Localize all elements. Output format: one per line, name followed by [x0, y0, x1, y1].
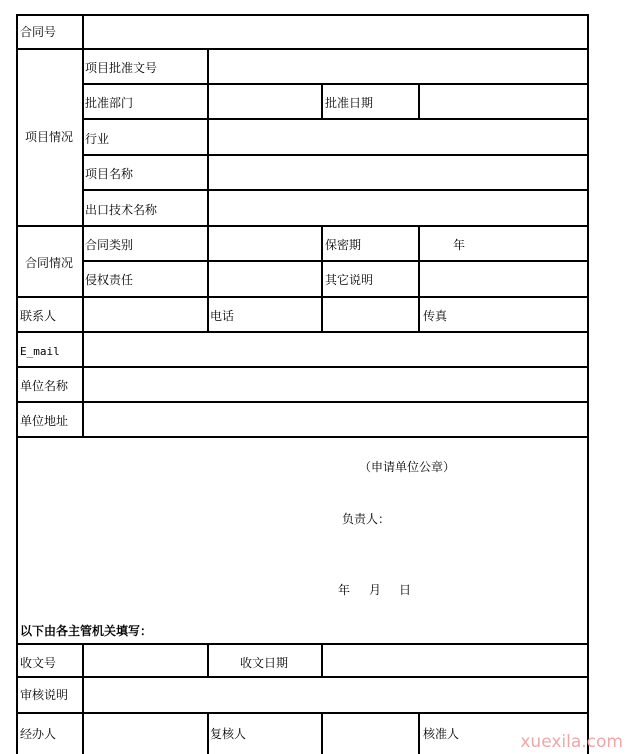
approval-date-label: 批准日期	[325, 96, 374, 110]
contact-person-label: 联系人	[20, 309, 57, 323]
col-divider	[321, 225, 323, 296]
responsible-label: 负责人：	[342, 512, 391, 526]
receipt-no-label: 收文号	[20, 656, 57, 670]
export-tech-name-field[interactable]	[209, 191, 587, 225]
secrecy-period-label: 保密期	[325, 238, 362, 252]
handler-label: 经办人	[20, 727, 57, 741]
infringement-label: 侵权责任	[85, 273, 134, 287]
contact-person-field[interactable]	[84, 298, 207, 331]
col-divider	[207, 643, 209, 676]
approval-date-field[interactable]	[420, 85, 587, 118]
contract-no-field[interactable]	[84, 16, 587, 48]
approval-doc-no-label: 项目批准文号	[85, 61, 158, 75]
secrecy-period-field[interactable]	[420, 227, 587, 260]
col-divider	[207, 712, 209, 754]
stamp-month-label: 月	[369, 583, 382, 597]
export-tech-name-label: 出口技术名称	[85, 203, 158, 217]
handler-field[interactable]	[84, 714, 207, 754]
email-label: E_mail	[20, 345, 60, 358]
contract-type-field[interactable]	[209, 227, 321, 260]
unit-address-label: 单位地址	[20, 414, 69, 428]
other-notes-field[interactable]	[420, 262, 587, 296]
project-name-field[interactable]	[209, 156, 587, 189]
secrecy-year-unit: 年	[453, 238, 466, 252]
rechecker-field[interactable]	[323, 714, 418, 754]
unit-address-field[interactable]	[84, 403, 587, 436]
review-notes-label: 审核说明	[20, 688, 69, 702]
rechecker-label: 复核人	[210, 727, 247, 741]
approval-dept-label: 批准部门	[85, 96, 134, 110]
other-notes-label: 其它说明	[325, 273, 374, 287]
authority-note: 以下由各主管机关填写：	[20, 624, 153, 638]
approval-doc-no-field[interactable]	[209, 50, 587, 83]
row-divider	[16, 436, 589, 438]
receipt-no-field[interactable]	[84, 645, 207, 676]
email-field[interactable]	[84, 333, 587, 366]
phone-field[interactable]	[323, 298, 418, 331]
project-info-section-label: 项目情况	[25, 130, 74, 144]
col-divider	[321, 83, 323, 118]
receipt-date-field[interactable]	[323, 645, 587, 676]
stamp-year-label: 年	[338, 583, 351, 597]
contract-info-section-label: 合同情况	[25, 256, 74, 270]
table-border-right	[587, 14, 589, 754]
approval-dept-field[interactable]	[209, 85, 321, 118]
fax-label: 传真	[423, 309, 448, 323]
industry-field[interactable]	[209, 120, 587, 154]
approver-label: 核准人	[423, 727, 460, 741]
contract-type-label: 合同类别	[85, 238, 134, 252]
unit-name-label: 单位名称	[20, 379, 69, 393]
unit-name-field[interactable]	[84, 368, 587, 401]
receipt-date-label: 收文日期	[240, 656, 289, 670]
industry-label: 行业	[85, 132, 110, 146]
project-name-label: 项目名称	[85, 167, 134, 181]
responsible-signature-field[interactable]	[390, 508, 570, 530]
stamp-day-label: 日	[399, 583, 412, 597]
review-notes-field[interactable]	[84, 678, 587, 712]
watermark: xuexila.com	[520, 732, 623, 752]
phone-label: 电话	[210, 309, 235, 323]
contract-no-label: 合同号	[20, 25, 57, 39]
table-border-left	[16, 14, 18, 754]
col-divider	[207, 296, 209, 331]
infringement-field[interactable]	[209, 262, 321, 296]
seal-note: （申请单位公章）	[359, 460, 456, 474]
